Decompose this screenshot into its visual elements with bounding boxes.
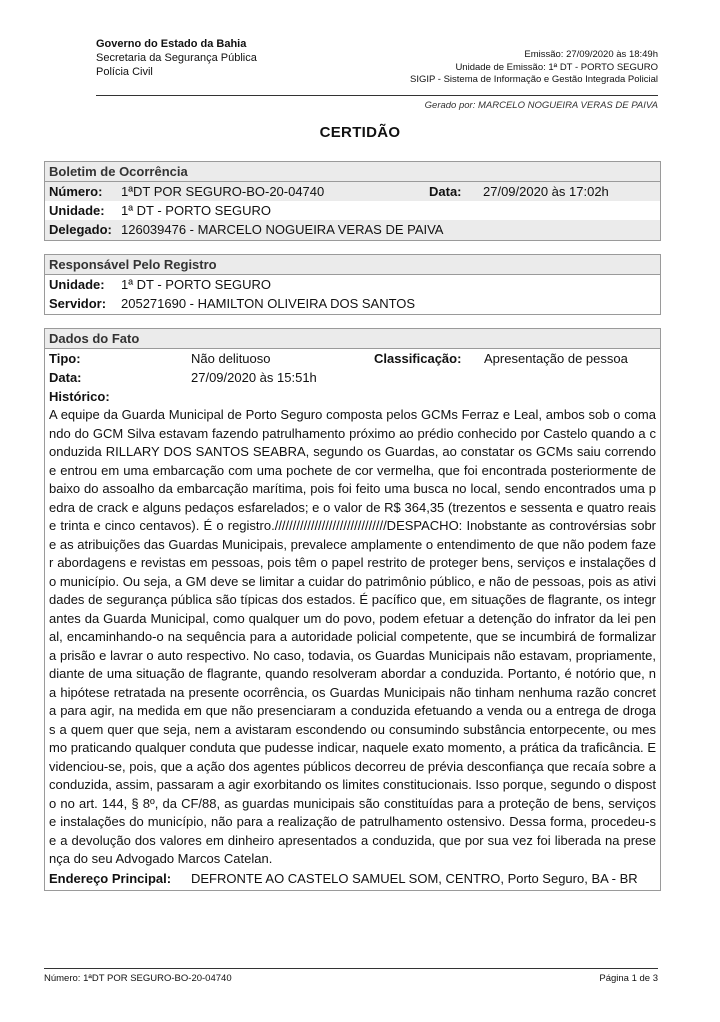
boletim-row-numero: [45, 182, 660, 201]
org-line-2: Secretaria da Segurança Pública: [96, 52, 257, 64]
header-organization: [96, 37, 257, 79]
field-label: Servidor:: [49, 296, 107, 311]
field-label: Data:: [429, 184, 462, 199]
boletim-unit: 1ª DT - PORTO SEGURO: [121, 203, 272, 218]
boletim-number: 1ªDT POR SEGURO-BO-20-04740: [121, 184, 325, 199]
boletim-date: 27/09/2020 às 17:02h: [483, 184, 609, 199]
footer-document-number: Número: 1ªDT POR SEGURO-BO-20-04740: [44, 973, 232, 984]
section-boletim: [44, 161, 661, 241]
header-divider: [96, 95, 658, 96]
generated-by: Gerado por: MARCELO NOGUEIRA VERAS DE PAIVA: [424, 100, 658, 111]
boletim-row-unidade: [45, 201, 660, 220]
responsavel-unit: 1ª DT - PORTO SEGURO: [121, 277, 272, 292]
section-heading: Boletim de Ocorrência: [45, 162, 660, 182]
org-line-3: Polícia Civil: [96, 66, 153, 78]
field-label: Unidade:: [49, 277, 105, 292]
field-label: Endereço Principal:: [49, 870, 172, 886]
responsavel-row-unidade: [45, 275, 660, 294]
fato-address: DEFRONTE AO CASTELO SAMUEL SOM, CENTRO, Porto Seguro, BA - BR: [191, 870, 638, 886]
header-emission-info: [410, 49, 658, 87]
emission-unit: Unidade de Emissão: 1ª DT - PORTO SEGURO: [455, 61, 658, 73]
boletim-delegate: 126039476 - MARCELO NOGUEIRA VERAS DE PAIVA: [121, 222, 444, 237]
field-label: Data:: [49, 370, 82, 385]
footer-divider: [44, 968, 658, 969]
system-name: SIGIP - Sistema de Informação e Gestão Integrada Policial: [409, 74, 658, 85]
fato-row-data: [45, 368, 660, 387]
fato-date: 27/09/2020 às 15:51h: [191, 370, 317, 385]
field-label: Número:: [49, 184, 103, 199]
fato-row-historico-label: [45, 387, 660, 406]
historico-text: A equipe da Guarda Municipal de Porto Seguro composta pelos GCMs Ferraz e Leal, ambos sob o comando do GCM Silva estavam fazendo patrulhamento próximo ao prédio conhecido por Castelo quando a conduzida RILLARY DOS SANTOS SEABRA, segundo os Guardas, ao constatar os GCMs saiu correndo e entrou em uma embarcação com uma pochete de cor vermelha, que foi encontrada posteriormente debaixo do assoalho da embarcação marítima, pois foi feito uma busca no local, sendo encontrados uma pedra de crack e alguns pedaços esfarelados; e o valor de R$ 364,35 (trezentos e sessenta e quatro reais e trinta e cinco centavos). É o registro.///////////////////////////////DESPACHO: Inobstante as controvérsias sobre as atribuições das Guardas Municipais, prevalece amplamente o entendimento de que não podem fazer abordagens e revistas em pessoas, pois têm o papel restrito de proteger bens, serviços e instalações do município. Ou seja, a GM deve se limitar a cuidar do patrimônio público, e não de pessoas, pois as atividades de segurança pública são típicas dos estados. É pacífico que, em situações de flagrante, os integrantes da Guarda Municipal, como qualquer um do povo, podem efetuar a detenção do infrator da lei penal, encaminhando-o na sequência para a autoridade policial competente, que se incumbirá de formalizar a prisão e lavrar o auto respectivo. No caso, todavia, os Guardas Municipais não estavam, propriamente, diante de uma situação de flagrante, quando resolveram abordar a conduzida. Portanto, é notório que, na hipótese retratada na presente ocorrência, os Guardas Municipais não tinham nenhuma razão concreta para agir, na medida em que não presenciaram a conduzida efetuando a venda ou a entrega de drogas a quem quer que seja, nem a avistaram escondendo ou consumindo substância entorpecente, ou mesmo praticando qualquer conduta que pudesse indicar, naquele exato momento, a prática da traficância. Evidenciou-se, pois, que a ação dos agentes públicos decorreu de prévia desconfiança que recaía sobre a conduzida, assim, passaram a agir exorbitando os limites constitucionais. Isso porque, segundo o disposto no art. 144, § 8º, da CF/88, as guardas municipais são constituídas para a proteção de bens, serviços e instalações do município, não para a realização de patrulhamento ostensivo. Dessa forma, procedeu-se a devolução dos valores em dinheiro apresentados a conduzida, que por sua vez foi liberada na presença do seu Advogado Marcos Catelan.: [49, 407, 656, 866]
section-fato: [44, 328, 661, 891]
fato-row-endereco: [45, 869, 660, 890]
page-footer: [44, 973, 658, 984]
emission-date: Emissão: 27/09/2020 às 18:49h: [524, 49, 658, 60]
fato-row-tipo: [45, 349, 660, 368]
responsavel-servant: 205271690 - HAMILTON OLIVEIRA DOS SANTOS: [121, 296, 416, 311]
section-heading: Responsável Pelo Registro: [45, 255, 660, 275]
fato-classification: Apresentação de pessoa: [484, 351, 628, 366]
footer-page-number: Página 1 de 3: [599, 973, 658, 984]
field-label: Unidade:: [49, 203, 105, 218]
fato-type: Não delituoso: [191, 351, 271, 366]
field-label: Delegado:: [49, 222, 112, 237]
document-title: CERTIDÃO: [319, 124, 401, 141]
boletim-row-delegado: [45, 220, 660, 240]
field-label: Classificação:: [374, 351, 462, 366]
field-label: Histórico:: [49, 389, 110, 404]
section-heading: Dados do Fato: [45, 329, 660, 349]
responsavel-row-servidor: [45, 294, 660, 314]
org-line-1: Governo do Estado da Bahia: [96, 38, 247, 50]
field-label: Tipo:: [49, 351, 81, 366]
section-responsavel: [44, 254, 661, 315]
